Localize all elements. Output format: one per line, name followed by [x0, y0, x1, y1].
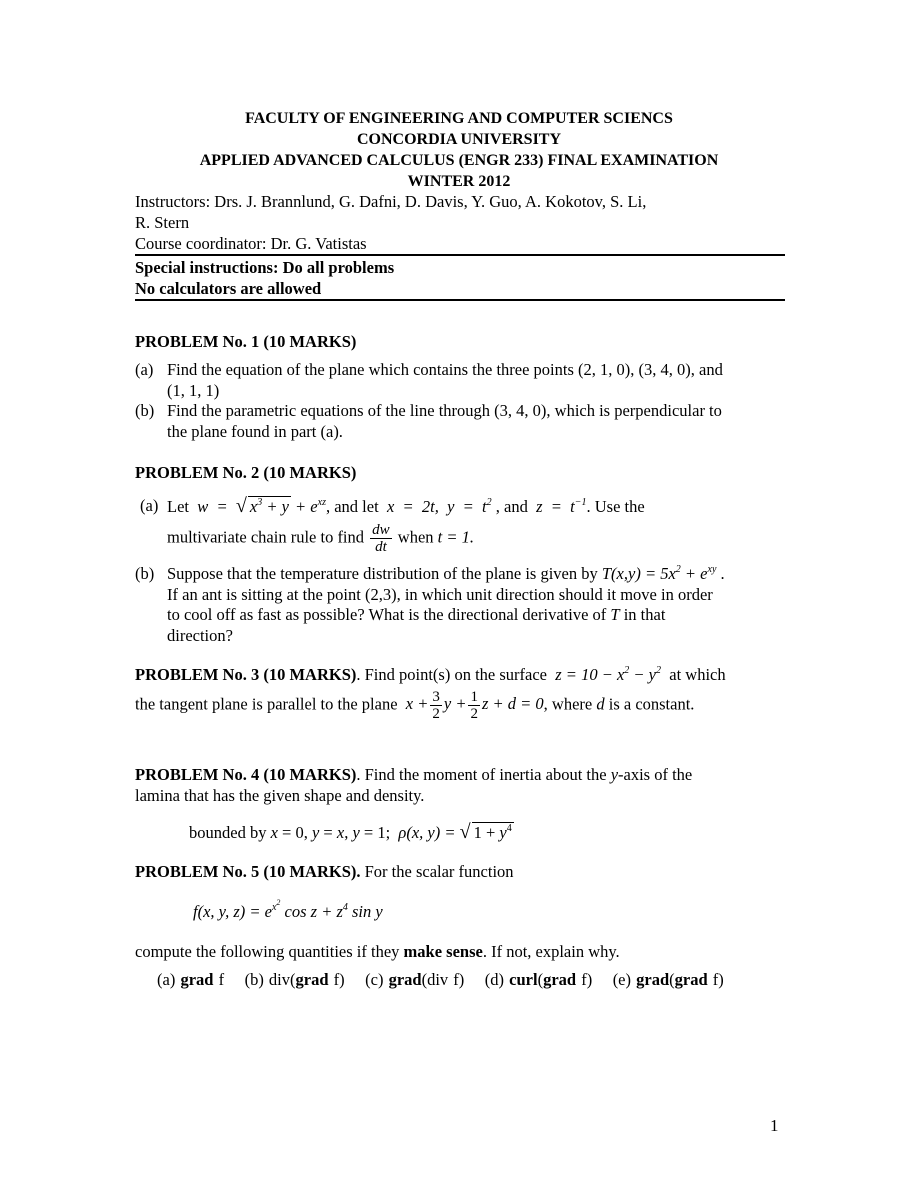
problem-4-text1: . Find the moment of inertia about the: [356, 765, 607, 784]
dw-dt-fraction: [370, 522, 392, 555]
dt-denominator: dt: [375, 538, 387, 555]
problem-5-compute: [135, 942, 620, 962]
y-symbol: y: [610, 765, 619, 784]
scalar-function: f(x, y, $z) = e^{x^2}$ $\cos z + z^4$ sin y: [193, 898, 383, 921]
d-symbol: d: [596, 694, 605, 714]
z-definition: $z = t^{-1}$: [531, 497, 587, 516]
parametrization: x = 2t, $y = t^2$: [382, 497, 492, 516]
problem-2a-line2: [167, 522, 785, 555]
let-text: Let: [167, 497, 189, 516]
instructors-line-2: R. Stern: [135, 213, 190, 232]
problem-3-title: PROBLEM No. 3 (10 MARKS): [135, 665, 357, 684]
axis-of-text: -axis of the: [618, 765, 693, 784]
problem-3-line1: [135, 665, 726, 685]
problem-2b: [135, 564, 785, 646]
problem-4-title: PROBLEM No. 4 (10 MARKS): [135, 765, 357, 784]
problem-3-text1: . Find point(s) on the surface: [356, 665, 548, 684]
problem-2b-line4: direction?: [167, 625, 233, 645]
density-function: ρ(x, y) = √ $1 + y^4$: [398, 821, 512, 843]
dw-numerator: dw: [372, 521, 390, 538]
chain-rule-text: multivariate chain rule to find: [167, 526, 365, 546]
problem-2a-label: (a): [140, 496, 159, 515]
problem-2b-line1: Suppose that the temperature distribution of the plane is given by $T(x,y) = 5x^2 + e^{xy}$ .: [167, 564, 725, 583]
problem-1a: [135, 360, 785, 401]
course-heading: APPLIED ADVANCED CALCULUS (ENGR 233) FINAL EXAMINATION: [199, 152, 719, 169]
problem-5-parts: (a) grad f (b) div(grad f) (c) grad(div f) (d) curl(grad f) (e) grad(grad f): [157, 970, 724, 989]
region-bounds: x: [270, 823, 278, 842]
problem-4-region: bounded by x = 0, y = x, y = 1; ρ(x, y) = √ $1 + y^4$: [189, 821, 512, 843]
problem-3-line2: [135, 689, 694, 722]
problem-5-intro: For the scalar function: [364, 862, 514, 881]
in-that-text: in that: [623, 605, 666, 624]
problem-2b-label: (b): [135, 564, 155, 583]
and-text: , and: [495, 497, 528, 516]
problem-1-title: PROBLEM No. 1 (10 MARKS): [135, 332, 357, 351]
problem-1a-line2: (1, 1, 1): [167, 380, 220, 400]
problem-1b: [135, 401, 785, 442]
university-heading: CONCORDIA UNIVERSITY: [356, 131, 562, 148]
w-definition: w = √ $x^3 + y + e^{xz}$: [193, 495, 326, 517]
at-which-text: at which: [669, 665, 726, 684]
problem-2b-line2: If an ant is sitting at the point (2,3), in which unit direction should it move in order: [167, 584, 713, 604]
problem-2b-line3: [167, 605, 785, 626]
problem-5-title: PROBLEM No. 5 (10 MARKS).: [135, 862, 361, 881]
no-calculators: No calculators are allowed: [135, 279, 322, 298]
t-equals-one: t = 1.: [437, 526, 475, 546]
directional-text: to cool off as fast as possible? What is the directional derivative of: [167, 605, 607, 624]
problem-2-title: PROBLEM No. 2 (10 MARKS): [135, 463, 357, 482]
problem-1a-line1: Find the equation of the plane which contains the three points (2, 1, 0), (3, 4, 0), and: [167, 360, 723, 379]
bounded-text: bounded by: [189, 823, 267, 842]
where-text: , where: [543, 694, 593, 714]
special-instructions: Special instructions: Do all problems: [135, 258, 395, 277]
problem-3-text2: the tangent plane is parallel to the plane: [135, 694, 398, 714]
use-the-text: . Use the: [586, 497, 645, 516]
problem-2a: [135, 496, 785, 555]
t-symbol: T: [610, 605, 620, 624]
top-rule: [135, 254, 785, 256]
term-heading: WINTER 2012: [407, 173, 511, 190]
make-sense-text: make sense: [403, 942, 483, 961]
temperature-text: Suppose that the temperature distribution of the plane is given by: [167, 564, 598, 583]
surface-equation: $z = 10 - x^2 - y^2$: [551, 665, 661, 684]
constant-text: is a constant.: [608, 694, 695, 714]
problem-1b-label: (b): [135, 401, 155, 420]
plane-equation: x + $\frac{3}{2}$ y + $\frac{1}{2}$ z + d = 0: [401, 689, 544, 722]
problem-1a-label: (a): [135, 360, 154, 379]
bottom-rule: [135, 299, 785, 301]
and-let-text: , and let: [325, 497, 379, 516]
explain-text: . If not, explain why.: [482, 942, 620, 961]
temperature-formula: $T(x,y) = 5x^2 + e^{xy}$: [601, 564, 717, 583]
problem-5-line1: [135, 862, 514, 882]
problem-1b-line2: the plane found in part (a).: [167, 421, 343, 441]
when-text: when: [397, 526, 434, 546]
instructors-line: Instructors: Drs. J. Brannlund, G. Dafni, D. Davis, Y. Guo, A. Kokotov, S. Li,: [135, 192, 647, 211]
page-number: 1: [770, 1116, 779, 1135]
problem-1b-line1: Find the parametric equations of the line through (3, 4, 0), which is perpendicular to: [167, 401, 722, 420]
problem-2a-line1: [167, 496, 785, 518]
faculty-heading: FACULTY OF ENGINEERING AND COMPUTER SCIENCS: [245, 110, 673, 127]
problem-4-line1: [135, 765, 692, 785]
coordinator-line: Course coordinator: Dr. G. Vatistas: [135, 234, 367, 253]
problem-4-line2: lamina that has the given shape and density.: [135, 786, 425, 805]
temperature-function: T(x,y) = 5x: [601, 564, 676, 583]
compute-text: compute the following quantities if they: [135, 942, 400, 961]
